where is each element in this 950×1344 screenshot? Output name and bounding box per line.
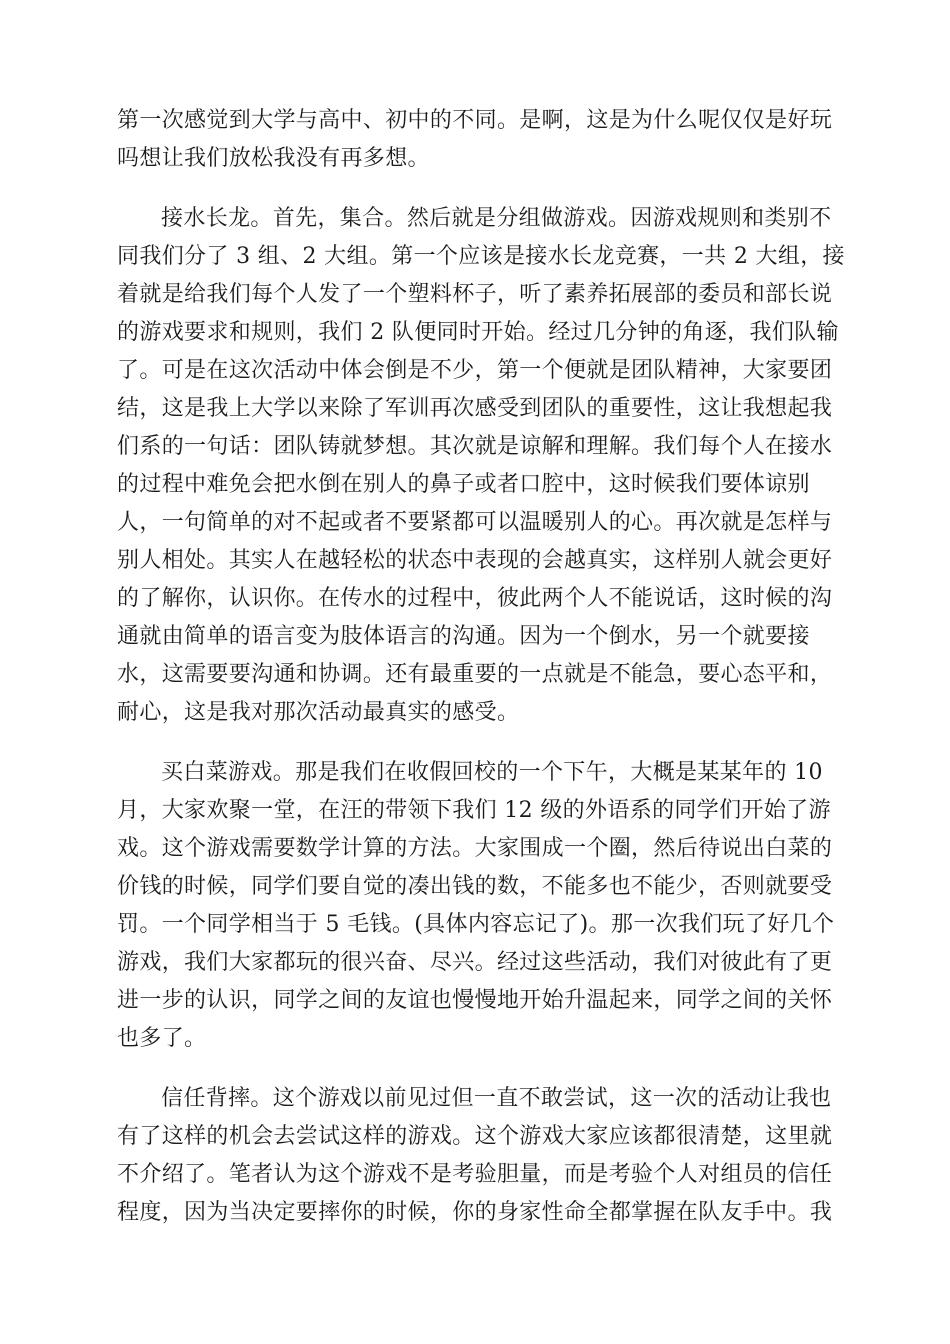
text-line: 进一步的认识，同学之间的友谊也慢慢地开始升温起来，同学之间的关怀 xyxy=(117,988,833,1013)
text-line: 们系的一句话：团队铸就梦想。其次就是谅解和理解。我们每个人在接水 xyxy=(117,434,833,459)
text-line: 同我们分了 3 组、2 大组。第一个应该是接水长龙竞赛，一共 2 大组，接 xyxy=(117,244,845,269)
paragraph-spacer xyxy=(117,1058,833,1080)
text-line: 结，这是我上大学以来除了军训再次感受到团队的重要性，这让我想起我 xyxy=(117,396,833,421)
paragraph-spacer xyxy=(117,178,833,200)
text-line: 第一次感觉到大学与高中、初中的不同。是啊，这是为什么呢仅仅是好玩 xyxy=(117,108,833,133)
text-line: 价钱的时候，同学们要自觉的凑出钱的数，不能多也不能少，否则就要受 xyxy=(117,874,833,899)
text-line: 程度，因为当决定要摔你的时候，你的身家性命全都掌握在队友手中。我 xyxy=(117,1200,833,1225)
text-line: 的了解你，认识你。在传水的过程中，彼此两个人不能说话，这时候的沟 xyxy=(117,586,833,611)
text-line: 通就由简单的语言变为肢体语言的沟通。因为一个倒水，另一个就要接 xyxy=(117,624,810,649)
text-line: 戏。这个游戏需要数学计算的方法。大家围成一个圈，然后待说出白菜的 xyxy=(117,836,833,861)
text-line: 着就是给我们每个人发了一个塑料杯子，听了素养拓展部的委员和部长说 xyxy=(117,282,833,307)
document-page xyxy=(117,102,845,1232)
text-line: 的过程中难免会把水倒在别人的鼻子或者口腔中，这时候我们要体谅别 xyxy=(117,472,810,497)
text-line: 耐心，这是我对那次活动最真实的感受。 xyxy=(117,700,520,725)
text-line: 水，这需要要沟通和协调。还有最重要的一点就是不能急，要心态平和， xyxy=(117,662,833,687)
text-line: 不介绍了。笔者认为这个游戏不是考验胆量，而是考验个人对组员的信任 xyxy=(117,1162,833,1187)
text-line: 了。可是在这次活动中体会倒是不少，第一个便就是团队精神，大家要团 xyxy=(117,358,833,383)
paragraph-cabbage-game xyxy=(117,754,833,1058)
paragraph-spacer xyxy=(117,732,833,754)
text-line: 也多了。 xyxy=(117,1026,207,1051)
text-line: 吗想让我们放松我没有再多想。 xyxy=(117,146,430,171)
text-line: 人，一句简单的对不起或者不要紧都可以温暖别人的心。再次就是怎样与 xyxy=(117,510,833,535)
text-line: 的游戏要求和规则，我们 2 队便同时开始。经过几分钟的角逐，我们队输 xyxy=(117,320,839,345)
paragraph-intro-continuation xyxy=(117,102,833,178)
text-line: 有了这样的机会去尝试这样的游戏。这个游戏大家应该都很清楚，这里就 xyxy=(117,1124,833,1149)
text-line: 罚。一个同学相当于 5 毛钱。(具体内容忘记了)。那一次我们玩了好几个 xyxy=(117,912,835,937)
text-line: 买白菜游戏。那是我们在收假回校的一个下午，大概是某某年的 10 xyxy=(161,760,823,785)
text-line: 月，大家欢聚一堂，在汪的带领下我们 12 级的外语系的同学们开始了游 xyxy=(117,798,831,823)
text-line: 接水长龙。首先，集合。然后就是分组做游戏。因游戏规则和类别不 xyxy=(161,206,832,231)
paragraph-trust-fall xyxy=(117,1080,833,1232)
text-line: 信任背摔。这个游戏以前见过但一直不敢尝试，这一次的活动让我也 xyxy=(161,1086,832,1111)
paragraph-water-relay xyxy=(117,200,845,732)
text-line: 别人相处。其实人在越轻松的状态中表现的会越真实，这样别人就会更好 xyxy=(117,548,833,573)
text-line: 游戏，我们大家都玩的很兴奋、尽兴。经过这些活动，我们对彼此有了更 xyxy=(117,950,833,975)
